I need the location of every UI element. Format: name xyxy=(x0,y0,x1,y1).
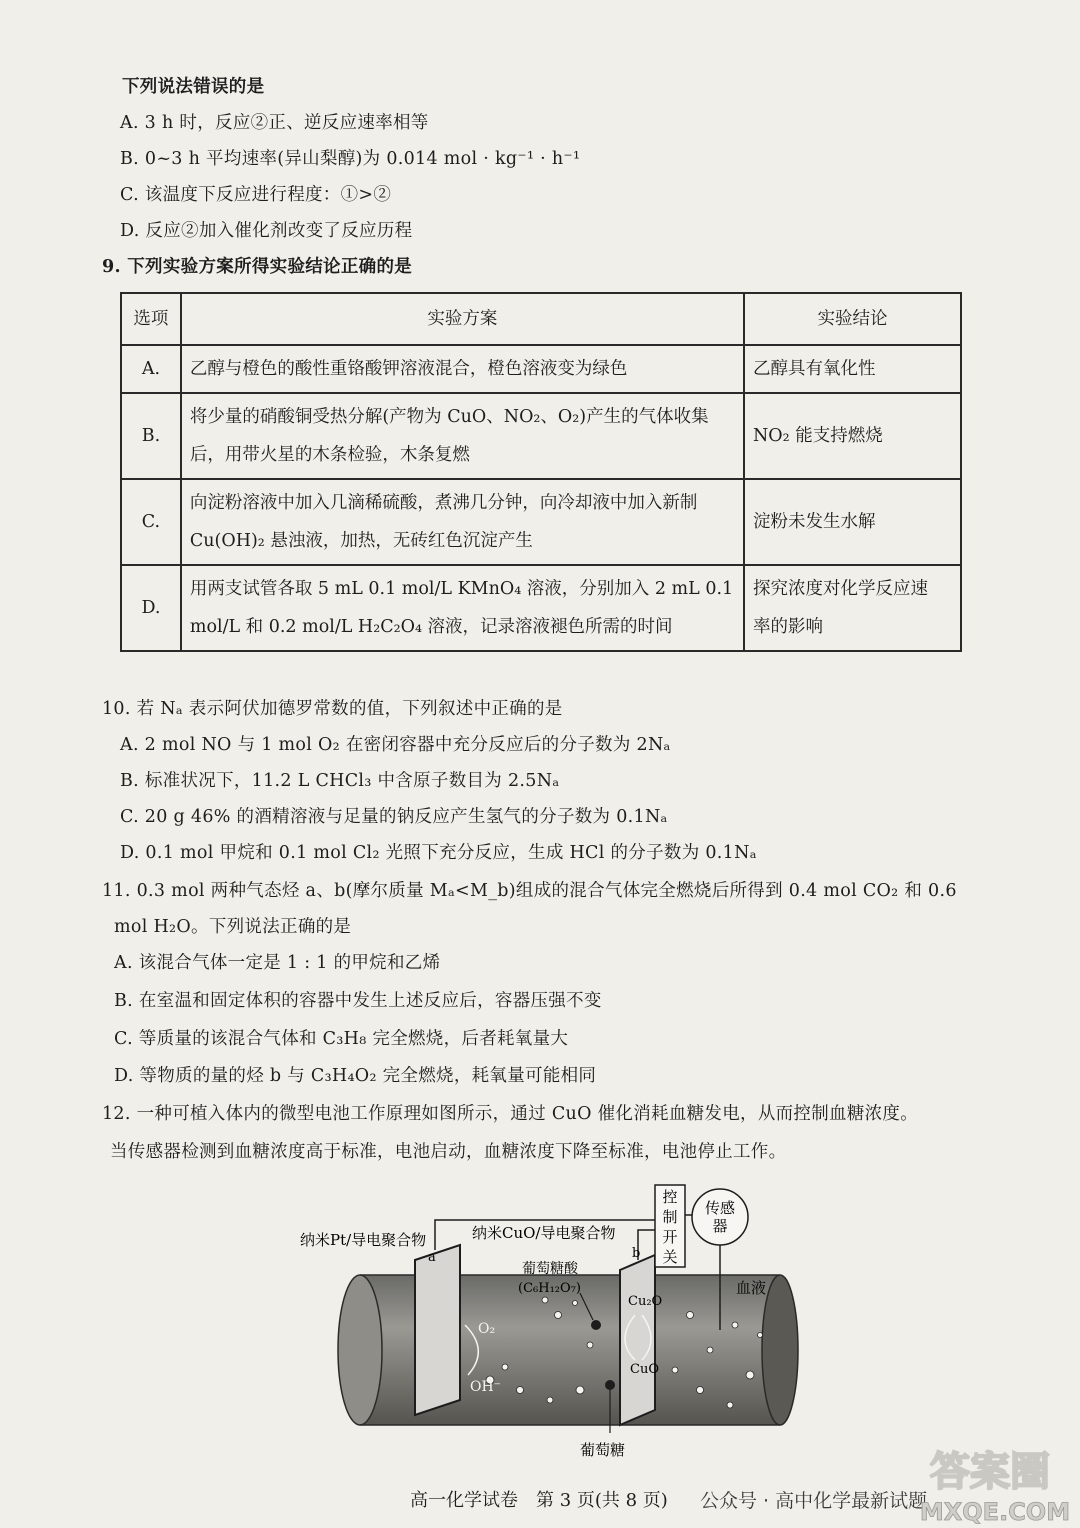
q12-stem-line-1: 12. 一种可植入体内的微型电池工作原理如图所示，通过 CuO 催化消耗血糖发电，从而控制血糖浓度。 xyxy=(102,1104,919,1124)
q8-option-a: A. 3 h 时，反应②正、逆反应速率相等 xyxy=(120,113,429,133)
watermark-logo xyxy=(905,1440,1075,1526)
q11-option-d: D. 等物质的量的烃 b 与 C₃H₄O₂ 完全燃烧，耗氧量可能相同 xyxy=(114,1066,597,1086)
row-conclusion xyxy=(744,393,961,479)
q10-option-a: A. 2 mol NO 与 1 mol O₂ 在密闭容器中充分反应后的分子数为 2Nₐ xyxy=(120,735,671,755)
q11-option-a: A. 该混合气体一定是 1 : 1 的甲烷和乙烯 xyxy=(114,953,441,973)
q11-option-b: B. 在室温和固定体积的容器中发生上述反应后，容器压强不变 xyxy=(114,991,602,1011)
table-row xyxy=(121,393,961,479)
conclusion-line: 探究浓度对化学反应速 xyxy=(752,579,928,599)
header-plan: 实验方案 xyxy=(181,293,744,345)
plan-line: 向淀粉溶液中加入几滴稀硫酸，煮沸几分钟，向冷却液中加入新制 xyxy=(189,493,698,513)
plan-line: 将少量的硝酸铜受热分解(产物为 CuO、NO₂、O₂)产生的气体收集 xyxy=(189,407,709,427)
header-option: 选项 xyxy=(121,293,181,345)
label-b: b xyxy=(632,1246,641,1261)
conclusion-line: 淀粉未发生水解 xyxy=(752,512,876,532)
conclusion-line: 率的影响 xyxy=(752,617,823,637)
row-plan xyxy=(181,345,744,393)
battery-diagram xyxy=(290,1175,810,1460)
q10-option-b: B. 标准状况下，11.2 L CHCl₃ 中含原子数目为 2.5Nₐ xyxy=(120,771,560,791)
logo-text: 答案圈 xyxy=(930,1448,1050,1495)
row-label: C. xyxy=(121,479,181,565)
q9-table xyxy=(120,292,962,652)
row-label: D. xyxy=(121,565,181,651)
q8-option-c: C. 该温度下反应进行程度：①>② xyxy=(120,185,392,205)
gluconic-acid-dot xyxy=(591,1320,601,1330)
plan-line: mol/L 和 0.2 mol/L H₂C₂O₄ 溶液，记录溶液褪色所需的时间 xyxy=(189,617,673,637)
row-plan xyxy=(181,479,744,565)
watermark-text: 公众号 · 高中化学最新试题 xyxy=(700,1490,928,1512)
conclusion-line: 乙醇具有氧化性 xyxy=(752,359,876,379)
oh-label: OH⁻ xyxy=(470,1379,502,1395)
row-plan xyxy=(181,393,744,479)
q12-stem-line-2: 当传感器检测到血糖浓度高于标准，电池启动，血糖浓度下降至标准，电池停止工作。 xyxy=(110,1142,787,1162)
plan-line: 乙醇与橙色的酸性重铬酸钾溶液混合，橙色溶液变为绿色 xyxy=(189,359,628,379)
q10-stem: 10. 若 Nₐ 表示阿伏加德罗常数的值，下列叙述中正确的是 xyxy=(102,699,563,719)
electrode-b-label: 纳米CuO/导电聚合物 xyxy=(472,1224,616,1242)
q11-option-c: C. 等质量的该混合气体和 C₃H₈ 完全燃烧，后者耗氧量大 xyxy=(114,1029,569,1049)
q10-option-c: C. 20 g 46% 的酒精溶液与足量的钠反应产生氢气的分子数为 0.1Nₐ xyxy=(120,807,668,827)
header-conclusion: 实验结论 xyxy=(744,293,961,345)
row-conclusion xyxy=(744,479,961,565)
row-label: B. xyxy=(121,393,181,479)
plan-line: 用两支试管各取 5 mL 0.1 mol/L KMnO₄ 溶液，分别加入 2 mL 0.1 xyxy=(189,579,734,599)
row-plan xyxy=(181,565,744,651)
table-row xyxy=(121,565,961,651)
glucose-dot xyxy=(605,1380,615,1390)
electrode-a xyxy=(415,1245,460,1415)
table-row xyxy=(121,345,961,393)
switch-label: 控制开关 xyxy=(662,1188,678,1266)
conclusion-line: NO₂ 能支持燃烧 xyxy=(752,426,883,446)
plan-line: 后，用带火星的木条检验，木条复燃 xyxy=(189,445,470,465)
q8-option-d: D. 反应②加入催化剂改变了反应历程 xyxy=(120,221,413,241)
page-footer: 高一化学试卷 第 3 页(共 8 页) xyxy=(410,1490,668,1511)
cu2o-label: Cu₂O xyxy=(628,1294,663,1309)
o2-label: O₂ xyxy=(478,1321,496,1337)
gluconic-formula: (C₆H₁₂O₇) xyxy=(518,1281,581,1296)
table-row xyxy=(121,479,961,565)
electrode-a-label: 纳米Pt/导电聚合物 xyxy=(300,1231,427,1249)
sensor-label: 传感器 xyxy=(704,1199,736,1235)
q8-option-b: B. 0~3 h 平均速率(异山梨醇)为 0.014 mol · kg⁻¹ · h⁻¹ xyxy=(120,149,581,169)
q9-stem: 9. 下列实验方案所得实验结论正确的是 xyxy=(102,257,413,277)
q11-stem-line-1: 11. 0.3 mol 两种气态烃 a、b(摩尔质量 Mₐ<M_b)组成的混合气体完全燃烧后所得到 0.4 mol CO₂ 和 0.6 xyxy=(102,881,957,901)
q8-stem: 下列说法错误的是 xyxy=(122,77,265,97)
gluconic-acid-label: 葡萄糖酸 xyxy=(522,1261,578,1277)
blood-label: 血液 xyxy=(736,1279,767,1297)
plan-line: Cu(OH)₂ 悬浊液，加热，无砖红色沉淀产生 xyxy=(189,531,533,551)
q10-option-d: D. 0.1 mol 甲烷和 0.1 mol Cl₂ 光照下充分反应，生成 HCl 的分子数为 0.1Nₐ xyxy=(120,843,757,863)
row-conclusion xyxy=(744,565,961,651)
logo-sub: MXQE.COM xyxy=(919,1498,1071,1526)
q11-stem-line-2: mol H₂O。下列说法正确的是 xyxy=(114,917,352,937)
cuo-label: CuO xyxy=(630,1362,659,1377)
glucose-label: 葡萄糖 xyxy=(580,1441,626,1459)
row-label: A. xyxy=(121,345,181,393)
label-a: a xyxy=(428,1250,436,1265)
row-conclusion xyxy=(744,345,961,393)
table-header-row xyxy=(121,293,961,345)
